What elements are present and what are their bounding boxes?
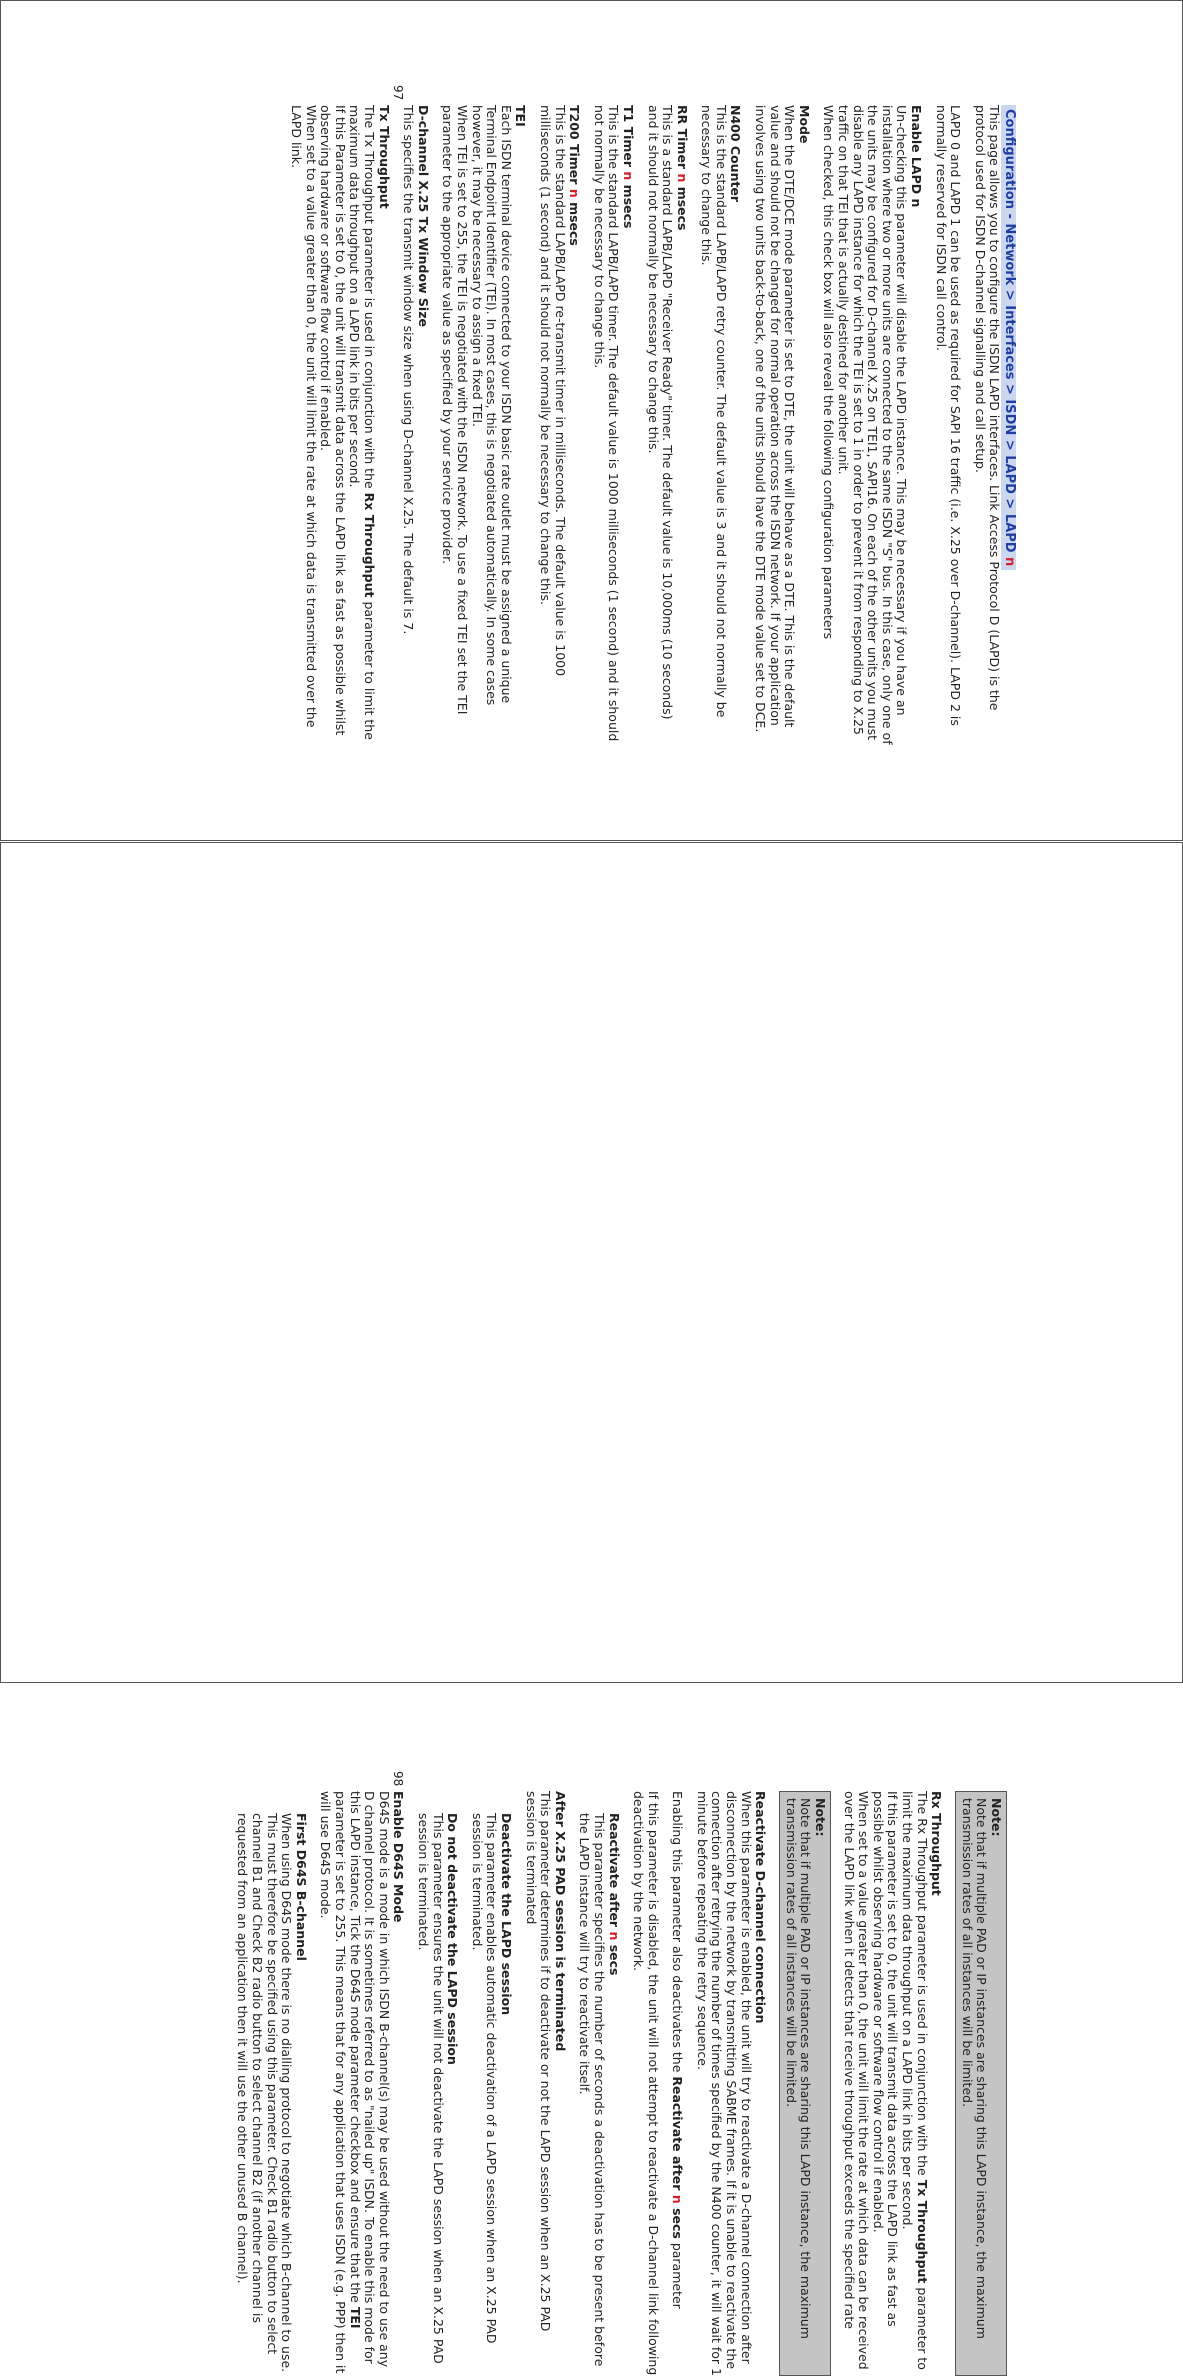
section-body: This parameter specifies the number of seconds a deactivation has to be present before the LAPD instance will try to reactivate itself. <box>577 1813 607 2367</box>
section-heading: D-channel X.25 Tx Window Size <box>415 105 431 327</box>
section-heading: After X.25 PAD session is terminated <box>552 1791 568 2052</box>
section-heading: T1 Timer n msecs <box>620 105 636 229</box>
note-label: Note: <box>813 1798 829 1837</box>
page-number: 98 <box>391 1771 405 1787</box>
section-rr-timer <box>645 105 689 745</box>
section-body: When set to a value greater than 0, the unit will limit the rate at which data can be received over the LAPD link when it detects that receive throughput exceeds the specified rate <box>841 1791 872 2370</box>
section-rx-throughput <box>841 1791 943 2376</box>
section-t200-timer <box>537 105 581 745</box>
breadcrumb-variable: n <box>1002 557 1017 567</box>
section-body: When this parameter is enabled, the unit will try to reactivate a D-channel connection after disconnection by the network by transmitting SABME frames. If it is unable to reactivate the connection after retrying the number of times specified by the N400 counter, it will wait for 1 minute before repeating the retry sequence. <box>694 1791 754 2376</box>
section-first-d64s <box>235 1791 308 2376</box>
section-body: This is a standard LAPB/LAPD "Receiver Ready" timer. The default value is 10,000ms (10 seconds) and it should not normally be necessary to change this. <box>645 105 676 720</box>
section-heading: Deactivate the LAPD session <box>498 1813 514 2016</box>
note-box <box>955 1791 1007 2376</box>
section-body: When using D64S mode there is no dialling protocol to negotiate which B-channel to use. This must therefore be specified using this parameter. Check B1 radio button to select channel B1 and Check B2 radio button to select channel B2 (if another channel is requested from an application then it will use the other unused B channel). <box>235 1813 295 2373</box>
section-heading: Mode <box>796 105 812 144</box>
section-body: This is the standard LAPB/LAPD retry counter. The default value is 3 and it should not normally be necessary to change this. <box>699 105 729 718</box>
section-body: This is the standard LAPB/LAPD timer. The default value is 1000 milliseconds (1 second) and it should not normally be necessary to change this. <box>591 105 622 742</box>
section-heading: Enable D64S Mode <box>391 1791 407 1923</box>
section-heading: First D64S B-channel <box>293 1813 309 1961</box>
section-enable-lapd <box>821 105 923 745</box>
section-body: This parameter enables automatic deactivation of a LAPD session when an X.25 PAD session is terminated. <box>469 1813 500 2344</box>
section-window-size <box>401 105 430 745</box>
section-d64s <box>318 1791 406 2376</box>
page-97-sheet <box>0 0 1183 841</box>
section-body: When set to a value greater than 0, the unit will limit the rate at which data is transmitted over the LAPD link. <box>289 105 319 728</box>
note-box <box>779 1791 831 2376</box>
section-n400 <box>699 105 743 745</box>
page-number: 97 <box>391 85 405 101</box>
section-deactivate <box>469 1791 513 2376</box>
section-body-paragraph: If this parameter is disabled, the unit will not attempt to reactivate a D-channel link following deactivation by the network. <box>631 1791 661 2376</box>
section-body: D64S mode is a mode in which ISDN B-channel(s) may be used without the need to use any D channel protocol. It is sometimes referred to as "nailed up" ISDN. To enable this mode for this LAPD instance, Tick the D64S mode parameter checkbox and ensure that the TEI parameter is set to 255. This means that for any application that uses ISDN (e.g. PPP) then it will use D64S mode. <box>318 1791 392 2374</box>
section-heading: Enable LAPD n <box>909 105 925 208</box>
section-body: This parameter determines if to deactivate or not the LAPD session when an X.25 PAD session is terminated <box>523 1791 554 2332</box>
section-t1-timer <box>591 105 635 745</box>
section-body: When the DTE/DCE mode parameter is set to DTE, the unit will behave as a DTE. This is the default value and should not be changed for normal operation across the ISDN network. If your application involves using two units back-to-back, one of the units should have the DTE mode value set to DCE. <box>753 105 798 733</box>
section-body: If this parameter is set to 0, the unit will transmit data across the LAPD link as fast as possible whilst observing hardware or software flow control if enabled. <box>870 1791 901 2327</box>
note-text: Note that if multiple PAD or IP instances are sharing this LAPD instance, the maximum transmission rates of all instances will be limited. <box>959 1798 990 2339</box>
page-98-sheet <box>0 842 1183 2376</box>
section-heading: T200 Timer n msecs <box>567 105 583 246</box>
section-tei <box>440 105 528 745</box>
section-mode <box>753 105 811 745</box>
section-body: When TEI is set to 255, the TEI is negotiated with the ISDN network. To use a fixed TEI set the TEI parameter to the appropriate value as specified by your service provider. <box>440 105 470 715</box>
section-reactivate-after <box>577 1791 621 2376</box>
section-body-paragraph: Enabling this parameter also deactivates the Reactivate after n secs parameter <box>670 1791 686 2309</box>
section-heading: N400 Counter <box>728 105 744 203</box>
section-tx-throughput <box>288 105 390 745</box>
section-body: When checked, this check box will also reveal the following configuration parameters <box>821 105 837 640</box>
section-body: If this Parameter is set to 0, the unit will transmit data across the LAPD link as fast as possible whilst observing hardware or software flow control if enabled. <box>318 105 348 736</box>
section-heading: Reactivate D-channel connection <box>753 1791 769 2024</box>
section-heading: Do not deactivate the LAPD session <box>445 1813 461 2065</box>
section-after-x25 <box>523 1791 567 2376</box>
note-text: Note that if multiple PAD or IP instances are sharing this LAPD instance, the maximum transmission rates of all instances will be limited. <box>783 1798 814 2339</box>
intro-text: This page allows you to configure the ISDN LAPD interfaces. Link Access Protocol D (LAPD) is the protocol used for ISDN D-channel signalling and call setup. <box>972 105 1003 711</box>
note-label: Note: <box>989 1798 1004 1837</box>
section-heading: TEI <box>513 105 529 127</box>
section-body: Each ISDN terminal device connected to your ISDN basic rate outlet must be assigned a unique Terminal Endpoint Identifier (TEI). In most cases, this is negotiated automatically. In some cases however, it may be necessary to assign a fixed TEI. <box>469 105 514 706</box>
section-heading: Rx Throughput <box>929 1791 945 1896</box>
section-body: This is the standard LAPB/LAPD re-transmit timer in milliseconds. The default value is 1000 milliseconds (1 second) and it should not normally be necessary to change this. <box>537 105 568 677</box>
section-body: The Tx Throughput parameter is used in conjunction with the Rx Throughput parameter to limit the maximum data throughput on a LAPD link in bits per second. <box>347 105 378 740</box>
section-heading: RR Timer n msecs <box>674 105 690 231</box>
lapd-usage-text: LAPD 0 and LAPD 1 can be used as required for SAPI 16 traffic (i.e. X.25 over D-channel). LAPD 2 is normally reserved for ISDN call control. <box>933 105 964 726</box>
section-body: This parameter ensures the unit will not deactivate the LAPD session when an X.25 PAD session is terminated. <box>416 1813 446 2364</box>
section-heading: Tx Throughput <box>376 105 392 209</box>
page-98-content <box>225 1771 1007 2376</box>
section-reactivate <box>694 1791 767 2376</box>
section-no-deactivate <box>415 1791 459 2376</box>
breadcrumb: Configuration - Network > Interfaces > ISDN > LAPD > LAPD n <box>1001 105 1016 570</box>
section-heading: Reactivate after n secs <box>606 1813 622 1976</box>
section-body: The Rx Throughput parameter is used in conjunction with the Tx Throughput parameter to limit the maximum data throughput on a LAPD link in bits per second. <box>900 1791 930 2370</box>
section-body: Un-checking this parameter will disable the LAPD instance. This may be necessary if you have an installation where two or more units are connected to the same ISDN "S" bus. In this case, only one of the units may be configured for D-channel X.25 on TEI1, SAPI16. On each of the other units you must disable any LAPD instance for which the TEI is set to 1 in order to prevent it from responding to X.25 traffic on that TEI that is actually destined for another unit. <box>836 105 910 745</box>
page-97-content <box>278 85 1017 745</box>
section-body: This specifies the transmit window size when using D-channel X.25. The default is 7. <box>401 105 417 635</box>
